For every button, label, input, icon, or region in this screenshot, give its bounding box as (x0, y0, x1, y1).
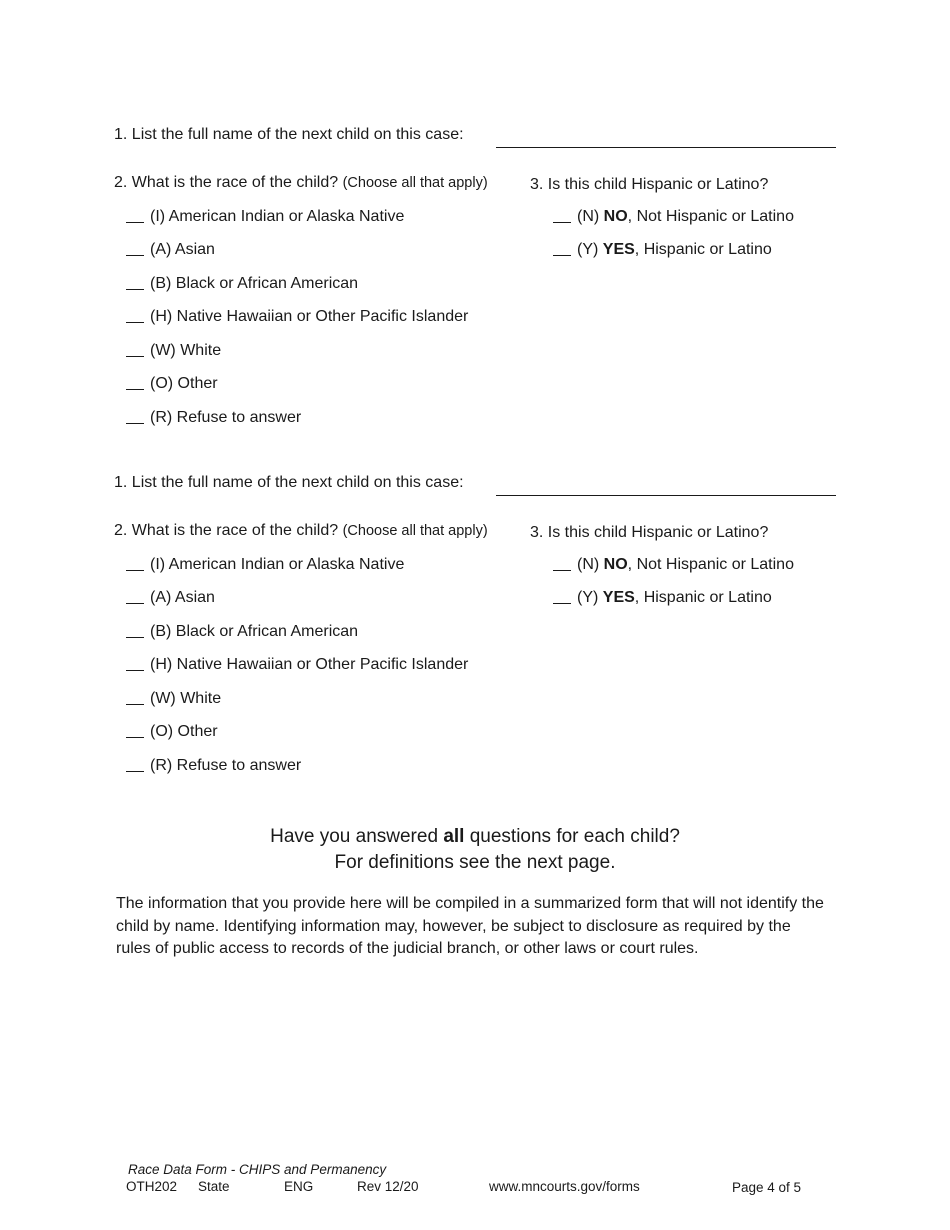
race-option-r[interactable] (126, 409, 301, 427)
race-question (114, 174, 488, 192)
child-name-field[interactable] (496, 495, 836, 496)
race-option-i[interactable] (126, 556, 404, 574)
option-bold: YES (602, 241, 635, 258)
option-code: (Y) (577, 589, 599, 606)
race-option-a[interactable] (126, 589, 215, 607)
disclosure-paragraph: The information that you provide here will be compiled in a summarized form that will not identify the child by name. Identifying information may, however, be subject to disclosure as required by the rules of public access to records of the judicial branch, or other laws or court rules. (116, 895, 824, 957)
race-option-o[interactable] (126, 723, 218, 741)
race-option-label: (H) Native Hawaiian or Other Pacific Islander (150, 308, 469, 325)
checkbox-blank[interactable] (126, 623, 144, 638)
checkbox-blank[interactable] (126, 589, 144, 604)
reminder-bold: all (443, 826, 465, 847)
checkbox-blank[interactable] (126, 556, 144, 571)
checkbox-blank[interactable] (126, 690, 144, 705)
option-rest: , Hispanic or Latino (634, 589, 772, 606)
race-question (114, 522, 488, 540)
race-option-label: (O) Other (150, 375, 218, 392)
hispanic-option-yes[interactable] (553, 241, 772, 259)
checkbox-blank[interactable] (126, 757, 144, 772)
reminder-post: questions for each child? (464, 826, 680, 847)
race-option-label: (W) White (150, 690, 222, 707)
option-bold: NO (603, 208, 628, 225)
option-rest: , Not Hispanic or Latino (627, 556, 794, 573)
race-option-label: (B) Black or African American (150, 275, 359, 292)
option-code: (Y) (577, 241, 599, 258)
footer-form-title: Race Data Form - CHIPS and Permanency (128, 1162, 387, 1177)
race-option-label: (R) Refuse to answer (150, 757, 302, 774)
option-code: (N) (577, 208, 600, 225)
checkbox-blank[interactable] (126, 241, 144, 256)
footer-jurisdiction: State (198, 1179, 230, 1194)
race-option-label: (H) Native Hawaiian or Other Pacific Islander (150, 656, 469, 673)
footer-language: ENG (284, 1179, 314, 1194)
reminder-pre: Have you answered (270, 826, 444, 847)
hispanic-question: 3. Is this child Hispanic or Latino? (530, 524, 769, 541)
race-option-label: (W) White (150, 342, 222, 359)
footer-page-number: Page 4 of 5 (732, 1180, 802, 1195)
race-option-w[interactable] (126, 690, 221, 708)
race-option-label: (B) Black or African American (150, 623, 359, 640)
race-option-label: (I) American Indian or Alaska Native (150, 556, 405, 573)
checkbox-blank[interactable] (553, 241, 571, 256)
checkbox-blank[interactable] (126, 656, 144, 671)
race-question-text: 2. What is the race of the child? (114, 522, 339, 539)
name-question: 1. List the full name of the next child on this case: (114, 126, 464, 143)
race-option-o[interactable] (126, 375, 218, 393)
race-question-hint: (Choose all that apply) (342, 175, 488, 191)
footer-revision: Rev 12/20 (357, 1179, 419, 1194)
checkbox-blank[interactable] (553, 208, 571, 223)
race-option-b[interactable] (126, 275, 358, 293)
checkbox-blank[interactable] (126, 275, 144, 290)
option-code: (N) (577, 556, 600, 573)
checkbox-blank[interactable] (553, 556, 571, 571)
option-bold: NO (603, 556, 628, 573)
checkbox-blank[interactable] (553, 589, 571, 604)
race-option-label: (I) American Indian or Alaska Native (150, 208, 405, 225)
name-question: 1. List the full name of the next child on this case: (114, 474, 464, 491)
hispanic-option-yes[interactable] (553, 589, 772, 607)
checkbox-blank[interactable] (126, 409, 144, 424)
option-rest: , Hispanic or Latino (634, 241, 772, 258)
reminder-line-1 (0, 826, 950, 848)
footer-url[interactable]: www.mncourts.gov/forms (489, 1179, 640, 1194)
race-option-b[interactable] (126, 623, 358, 641)
option-bold: YES (602, 589, 635, 606)
race-question-hint: (Choose all that apply) (342, 523, 488, 539)
checkbox-blank[interactable] (126, 208, 144, 223)
footer-form-code: OTH202 (126, 1179, 178, 1194)
checkbox-blank[interactable] (126, 375, 144, 390)
checkbox-blank[interactable] (126, 308, 144, 323)
race-option-i[interactable] (126, 208, 404, 226)
hispanic-question: 3. Is this child Hispanic or Latino? (530, 176, 769, 193)
race-option-label: (R) Refuse to answer (150, 409, 302, 426)
checkbox-blank[interactable] (126, 342, 144, 357)
race-option-label: (A) Asian (150, 589, 215, 606)
child-name-field[interactable] (496, 147, 836, 148)
race-question-text: 2. What is the race of the child? (114, 174, 339, 191)
race-option-a[interactable] (126, 241, 215, 259)
race-option-w[interactable] (126, 342, 221, 360)
race-option-label: (O) Other (150, 723, 218, 740)
option-rest: , Not Hispanic or Latino (627, 208, 794, 225)
race-option-r[interactable] (126, 757, 301, 775)
hispanic-option-no[interactable] (553, 556, 794, 574)
checkbox-blank[interactable] (126, 723, 144, 738)
race-option-h[interactable] (126, 656, 468, 674)
race-option-label: (A) Asian (150, 241, 215, 258)
reminder-line-2: For definitions see the next page. (334, 852, 616, 873)
race-option-h[interactable] (126, 308, 468, 326)
hispanic-option-no[interactable] (553, 208, 794, 226)
